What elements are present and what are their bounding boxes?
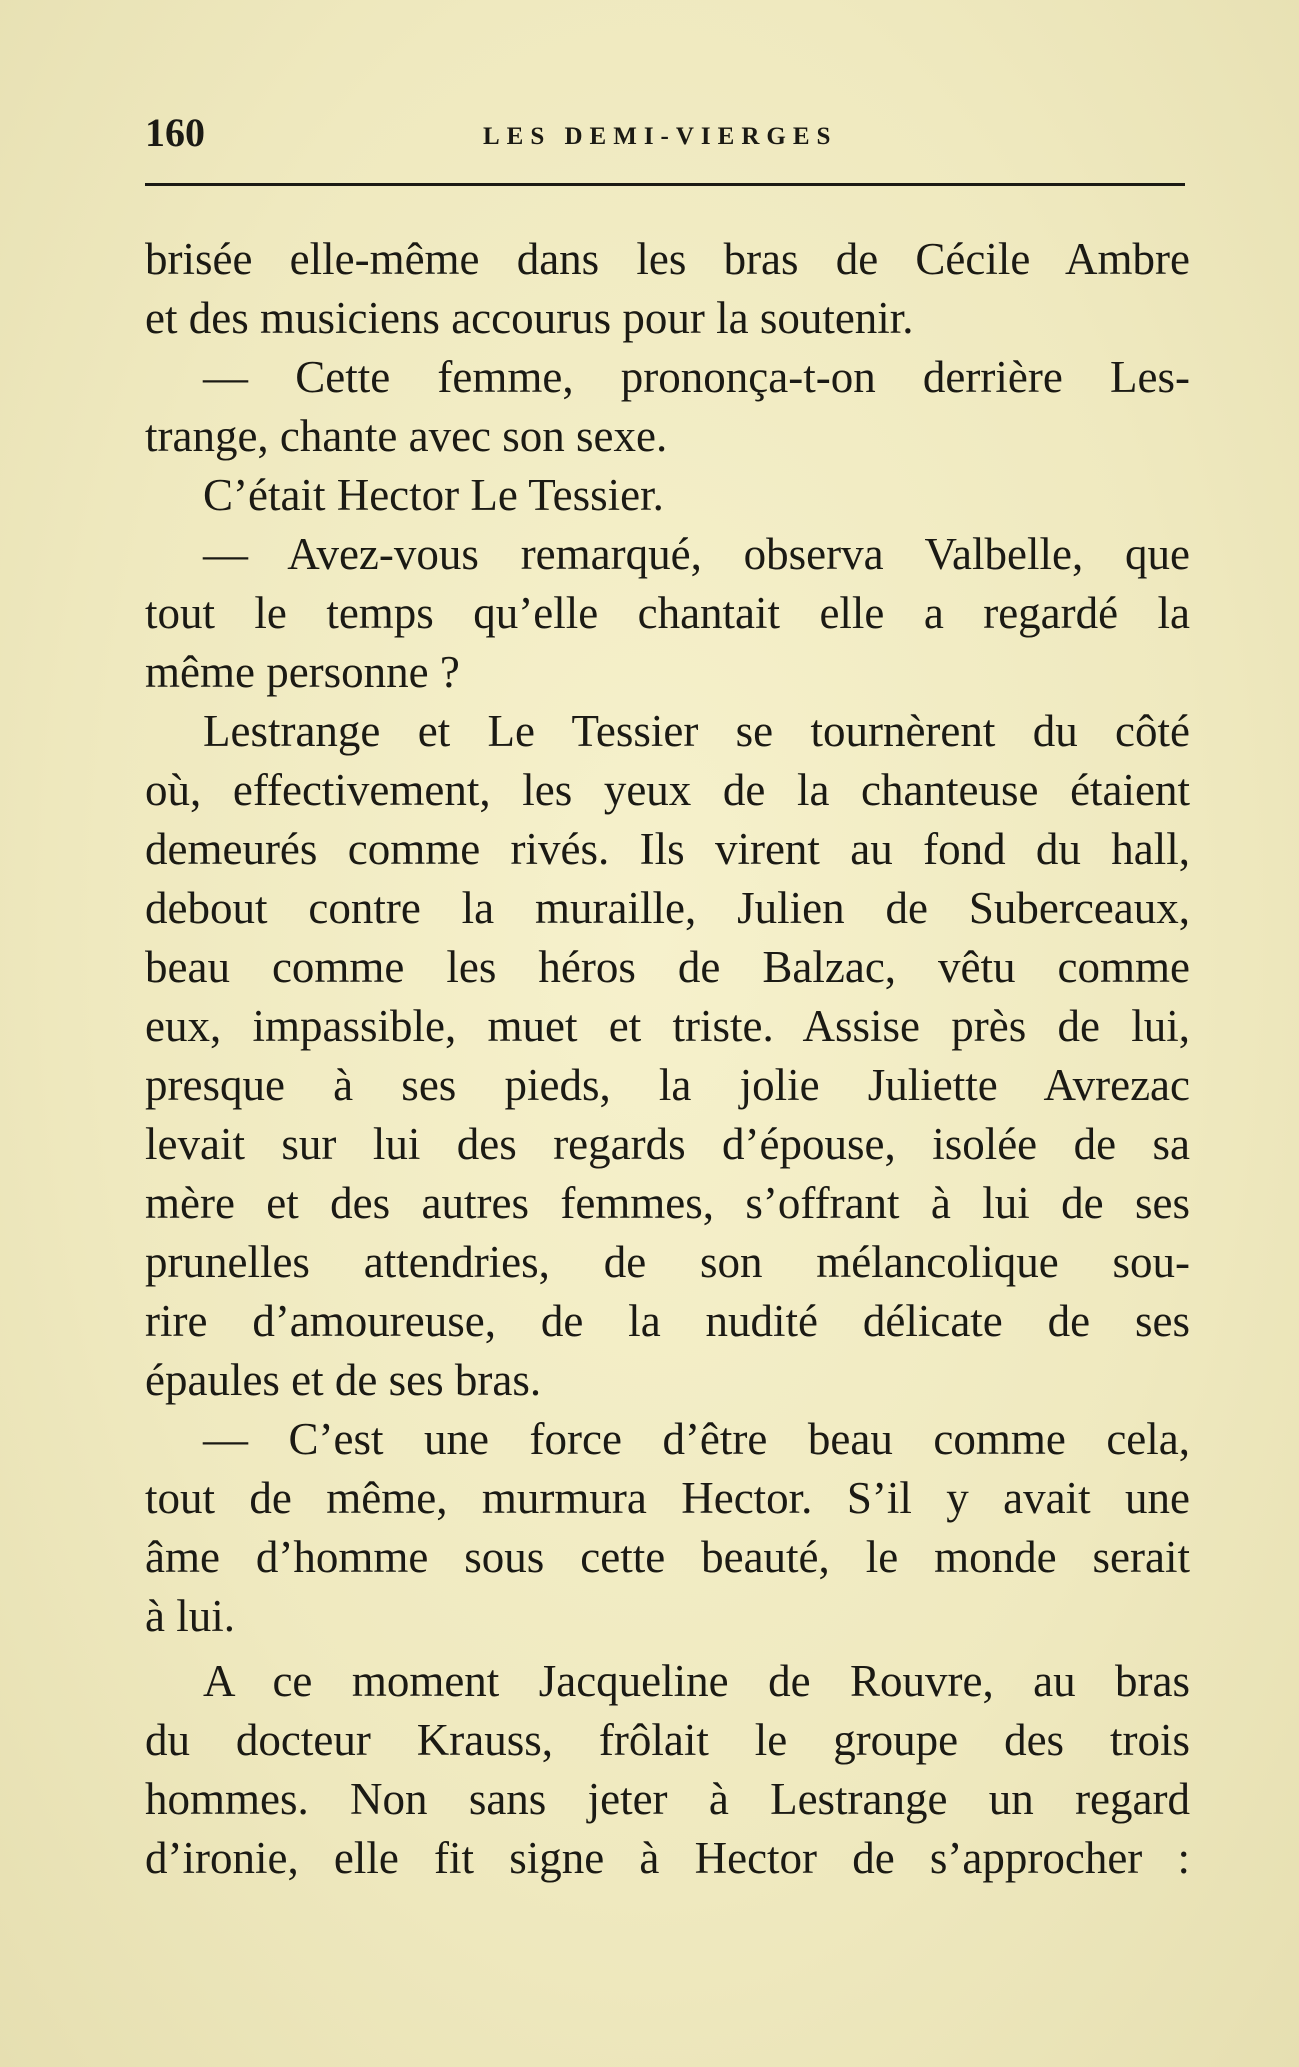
header-rule [145,183,1185,186]
body-text [145,230,1190,1888]
text-line: tout de même, murmura Hector. S’il y avait une [145,1473,1190,1523]
text-line: et des musiciens accourus pour la soutenir. [145,293,914,343]
text-line: debout contre la muraille, Julien de Suberceaux, [145,883,1190,933]
text-line: presque à ses pieds, la jolie Juliette Avrezac [145,1060,1190,1110]
text-line: épaules et de ses bras. [145,1355,542,1405]
text-line: d’ironie, elle fit signe à Hector de s’approcher : [145,1833,1190,1883]
text-line: à lui. [145,1591,235,1641]
text-line: rire d’amoureuse, de la nudité délicate de ses [145,1296,1190,1346]
page-number: 160 [145,110,205,155]
text-line: âme d’homme sous cette beauté, le monde serait [145,1532,1190,1582]
text-line: où, effectivement, les yeux de la chanteuse étaient [145,765,1190,815]
text-line: A ce moment Jacqueline de Rouvre, au bras [203,1656,1190,1706]
text-line: même personne ? [145,647,460,697]
text-line: C’était Hector Le Tessier. [203,470,664,520]
text-line: brisée elle-même dans les bras de Cécile Ambre [145,234,1190,284]
text-line: Lestrange et Le Tessier se tournèrent du côté [203,706,1190,756]
text-line: demeurés comme rivés. Ils virent au fond du hall, [145,824,1190,874]
text-line: levait sur lui des regards d’épouse, isolée de sa [145,1119,1190,1169]
book-title: LES DEMI-VIERGES [483,123,838,150]
text-line: tout le temps qu’elle chantait elle a regardé la [145,588,1190,638]
text-line: — C’est une force d’être beau comme cela, [203,1414,1190,1464]
text-line: mère et des autres femmes, s’offrant à lui de ses [145,1178,1190,1228]
text-line: hommes. Non sans jeter à Lestrange un regard [145,1774,1190,1824]
running-head [145,108,1185,158]
text-line: — Cette femme, prononça-t-on derrière Les- [203,352,1190,402]
text-line: beau comme les héros de Balzac, vêtu comme [145,942,1190,992]
text-line: — Avez-vous remarqué, observa Valbelle, que [203,529,1190,579]
text-line: trange, chante avec son sexe. [145,411,668,461]
text-line: du docteur Krauss, frôlait le groupe des trois [145,1715,1190,1765]
text-line: eux, impassible, muet et triste. Assise près de lui, [145,1001,1190,1051]
text-line: prunelles attendries, de son mélancolique sou- [145,1237,1190,1287]
